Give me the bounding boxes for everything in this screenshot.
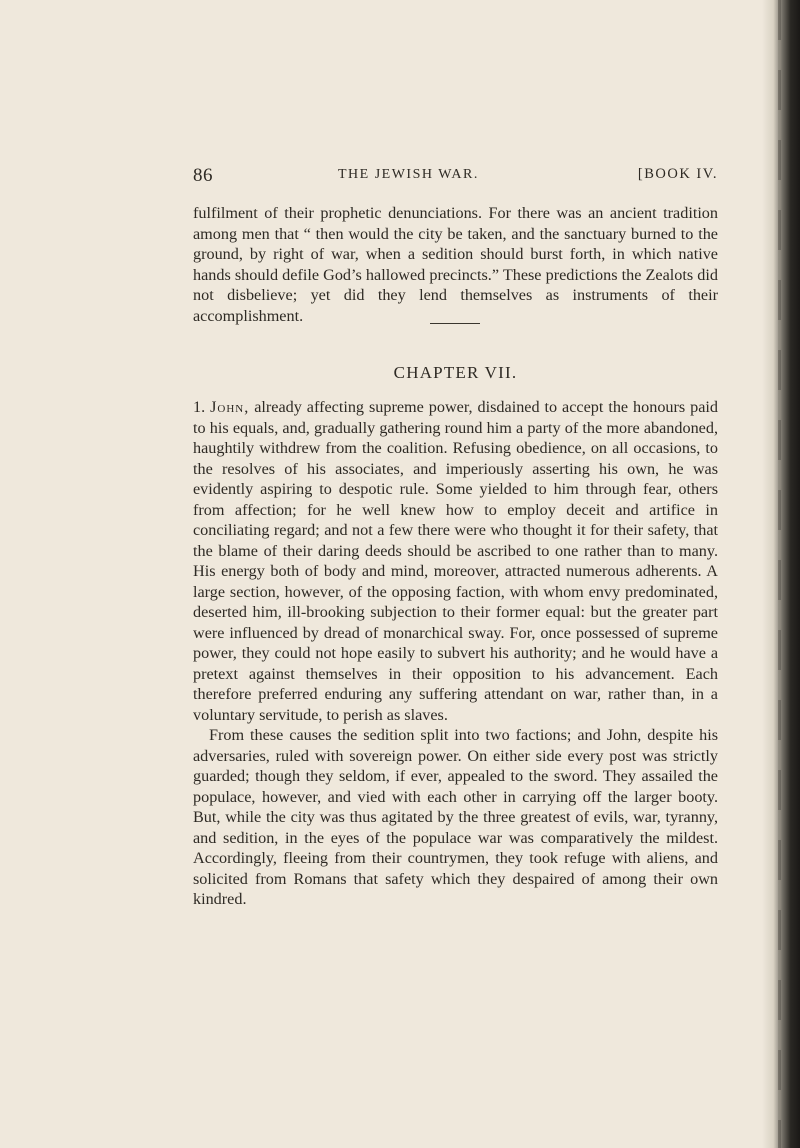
opening-paragraph-text: fulfilment of their prophetic denunciations. For there was an ancient tradition among men that “ then would the city be taken, and the sanctuary burned to the ground, by right of war, when a sedition should burst forth, in which native hands should defile God’s hallowed precincts.” These predictions the Zealots did not disbelieve; yet did they lend themselves as instruments of their accomplishment. <box>193 204 718 325</box>
book-label: [BOOK IV. <box>637 166 718 182</box>
chapter-paragraph-2: From these causes the sedition split into two factions; and John, despite his adversaries, ruled with sovereign power. On either side every post was strictly guarded; though they seldom, if ever, appealed to the sword. They assailed the populace, however, and vied with each other in carrying off the larger booty. But, while the city was thus agitated by the three greatest of evils, war, tyranny, and sedition, in the eyes of the populace war was comparatively the mildest. Accordingly, fleeing from their countrymen, they took refuge with aliens, and solicited from Romans that safety which they despaired of among their own kindred. <box>193 726 718 908</box>
paragraph-1-text: already affecting supreme power, disdained to accept the honours paid to his equals, and, gradually gathering round him a party of the more abandoned, haughtily withdrew from the coalition. Refusing obedience, on all occasions, to the resolves of his associates, and imperiously asserting his own, he was evidently aspiring to despotic rule. Some yielded to him through fear, others from affection; for he well knew how to employ deceit and artifice in conciliating regard; and not a few there were who thought it for their safety, that the blame of their daring deeds should be ascribed to one rather than to many. His energy both of body and mind, moreover, attracted numerous adherents. A large section, however, of the opposing faction, with whom envy predominated, deserted him, ill-brooking subjection to their former equal: but the greater part were influenced by dread of monarchical sway. For, once possessed of supreme power, they could not hope easily to subvert his authority; and he would have a pretext against themselves in their opposition to his advancement. Each therefore preferred enduring any suffering attendant on war, rather than, in a voluntary servitude, to perish as slaves. <box>193 398 719 724</box>
section-divider <box>430 323 480 324</box>
paragraph-lead-name: John, <box>210 398 250 416</box>
page-header <box>193 165 718 191</box>
running-title: THE JEWISH WAR. <box>338 167 479 182</box>
chapter-body <box>193 397 718 910</box>
chapter-heading: CHAPTER VII. <box>393 363 518 382</box>
page-binding-edge <box>762 0 800 1148</box>
chapter-paragraph-1 <box>193 397 718 725</box>
opening-paragraph <box>193 203 718 326</box>
paragraph-number: 1. <box>193 398 206 416</box>
page-number: 86 <box>193 165 213 186</box>
